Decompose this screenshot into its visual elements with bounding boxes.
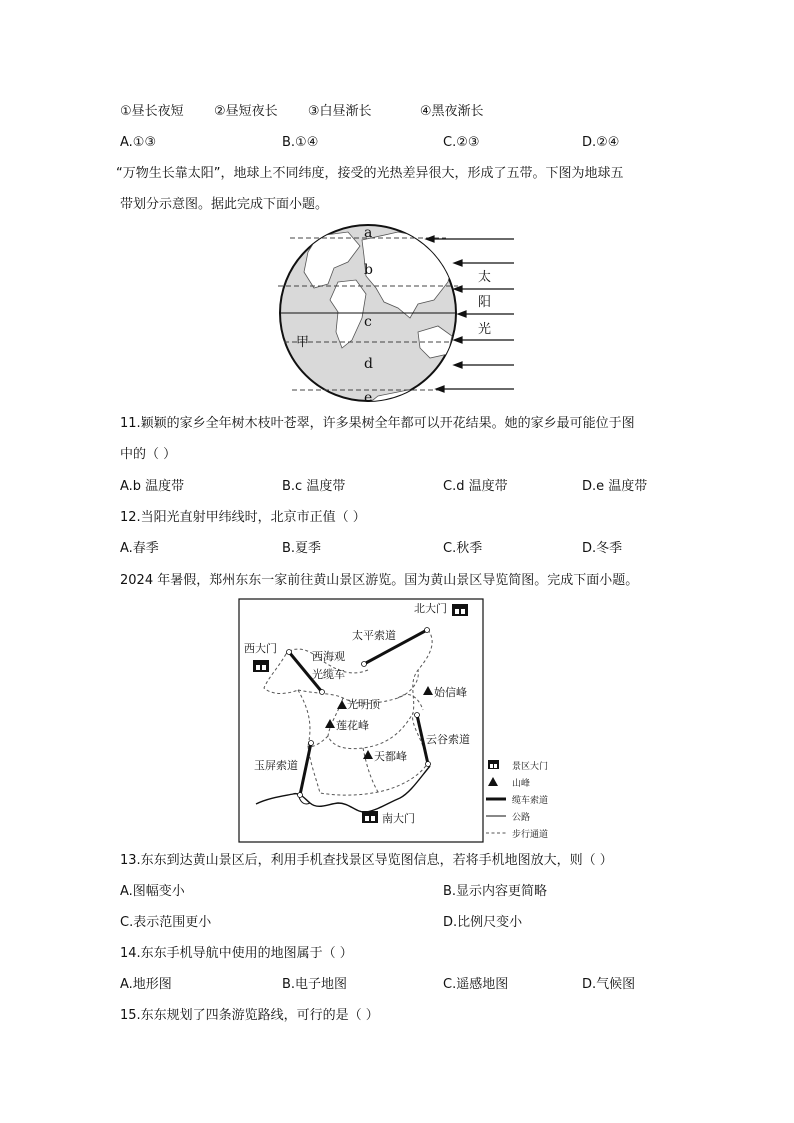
legend-label-peak: 山峰 bbox=[512, 779, 531, 789]
label-shixinfeng: 始信峰 bbox=[434, 686, 467, 699]
q12-option-c[interactable]: C.秋季 bbox=[443, 541, 483, 556]
sunlight-label-2: 阳 bbox=[478, 295, 492, 310]
q13-option-a[interactable]: A.图幅变小 bbox=[120, 884, 185, 899]
q13-option-d[interactable]: D.比例尺变小 bbox=[443, 915, 523, 930]
q13-stem: 13.东东到达黄山景区后，利用手机查找景区导览图信息，若将手机地图放大，则（ ） bbox=[120, 853, 613, 868]
label-tiandufeng: 天都峰 bbox=[374, 750, 407, 763]
legend-label-gate: 景区大门 bbox=[512, 762, 549, 772]
zone-label-d: d bbox=[364, 356, 373, 372]
sunlight-label-1: 太 bbox=[478, 270, 492, 285]
q14-stem: 14.东东手机导航中使用的地图属于（ ） bbox=[120, 946, 353, 961]
q12-stem: 12.当阳光直射甲纬线时，北京市正值（ ） bbox=[120, 510, 366, 525]
q14-option-b[interactable]: B.电子地图 bbox=[282, 977, 348, 992]
latitude-label-jia: 甲 bbox=[296, 335, 310, 350]
west-gate-icon bbox=[253, 660, 269, 672]
statement-3: ③白昼渐长 bbox=[307, 104, 372, 119]
intro-five-zones-2: 带划分示意图。据此完成下面小题。 bbox=[120, 197, 329, 212]
zone-label-b: b bbox=[364, 262, 373, 278]
legend-gate-icon bbox=[488, 760, 499, 769]
label-north-gate: 北大门 bbox=[414, 602, 447, 615]
legend-peak-icon bbox=[488, 777, 498, 786]
q11-option-d[interactable]: D.e 温度带 bbox=[582, 479, 648, 494]
zone-label-e: e bbox=[364, 390, 373, 404]
q12-option-b[interactable]: B.夏季 bbox=[282, 541, 322, 556]
five-zones-globe-figure bbox=[278, 222, 518, 404]
q11-option-a[interactable]: A.b 温度带 bbox=[120, 479, 185, 494]
statement-2: ②昼短夜长 bbox=[213, 104, 278, 119]
q11-option-c[interactable]: C.d 温度带 bbox=[443, 479, 508, 494]
zone-label-c: c bbox=[364, 314, 372, 330]
q10-option-c[interactable]: C.②③ bbox=[443, 135, 480, 150]
statement-1: ①昼长夜短 bbox=[120, 104, 184, 119]
intro-five-zones-1: “万物生长靠太阳”，地球上不同纬度，接受的光热差异很大，形成了五带。下图为地球五 bbox=[116, 166, 624, 181]
legend-label-cable: 缆车索道 bbox=[512, 796, 549, 806]
q10-option-d[interactable]: D.②④ bbox=[582, 135, 620, 150]
label-south-gate-text: 南大门 bbox=[382, 812, 415, 825]
q10-statements bbox=[120, 102, 483, 122]
huangshan-map-figure bbox=[238, 598, 484, 843]
label-yungu-cableway: 云谷索道 bbox=[426, 733, 470, 746]
q13-option-b[interactable]: B.显示内容更简略 bbox=[443, 884, 548, 899]
q13-option-c[interactable]: C.表示范围更小 bbox=[120, 915, 212, 930]
sunlight-label-3: 光 bbox=[478, 322, 492, 337]
label-xihai-2: 光缆车 bbox=[312, 668, 345, 681]
label-xihai-1: 西海观 bbox=[312, 650, 345, 663]
label-yuping-cableway: 玉屏索道 bbox=[254, 759, 298, 772]
q11-stem-1: 11.颖颖的家乡全年树木枝叶苍翠，许多果树全年都可以开花结果。她的家乡最可能位于图 bbox=[120, 416, 635, 431]
statement-4: ④黑夜渐长 bbox=[419, 104, 484, 119]
q10-option-a[interactable]: A.①③ bbox=[120, 135, 157, 150]
intro-huangshan: 2024 年暑假，郑州东东一家前往黄山景区游览。国为黄山景区导览简图。完成下面小题。 bbox=[120, 573, 639, 588]
q14-option-d[interactable]: D.气候图 bbox=[582, 977, 636, 992]
legend-label-walk: 步行通道 bbox=[512, 830, 549, 840]
zone-label-a: a bbox=[364, 225, 373, 241]
label-west-gate: 西大门 bbox=[244, 642, 277, 655]
map-legend-panel bbox=[484, 757, 564, 841]
q11-option-b[interactable]: B.c 温度带 bbox=[282, 479, 346, 494]
q15-stem: 15.东东规划了四条游览路线，可行的是（ ） bbox=[120, 1008, 379, 1023]
label-lianhuafeng: 莲花峰 bbox=[336, 719, 369, 732]
q11-stem-2: 中的（ ） bbox=[120, 447, 177, 462]
q14-option-c[interactable]: C.遥感地图 bbox=[443, 977, 509, 992]
south-gate-icon bbox=[362, 811, 378, 823]
label-guangmingding: 光明顶 bbox=[347, 698, 380, 711]
label-taiping-cableway: 太平索道 bbox=[352, 629, 396, 642]
q12-option-d[interactable]: D.冬季 bbox=[582, 541, 623, 556]
north-gate-icon bbox=[452, 604, 468, 616]
q12-option-a[interactable]: A.春季 bbox=[120, 541, 159, 556]
q14-option-a[interactable]: A.地形图 bbox=[120, 977, 172, 992]
q10-option-b[interactable]: B.①④ bbox=[282, 135, 319, 150]
legend-label-road: 公路 bbox=[512, 813, 531, 823]
